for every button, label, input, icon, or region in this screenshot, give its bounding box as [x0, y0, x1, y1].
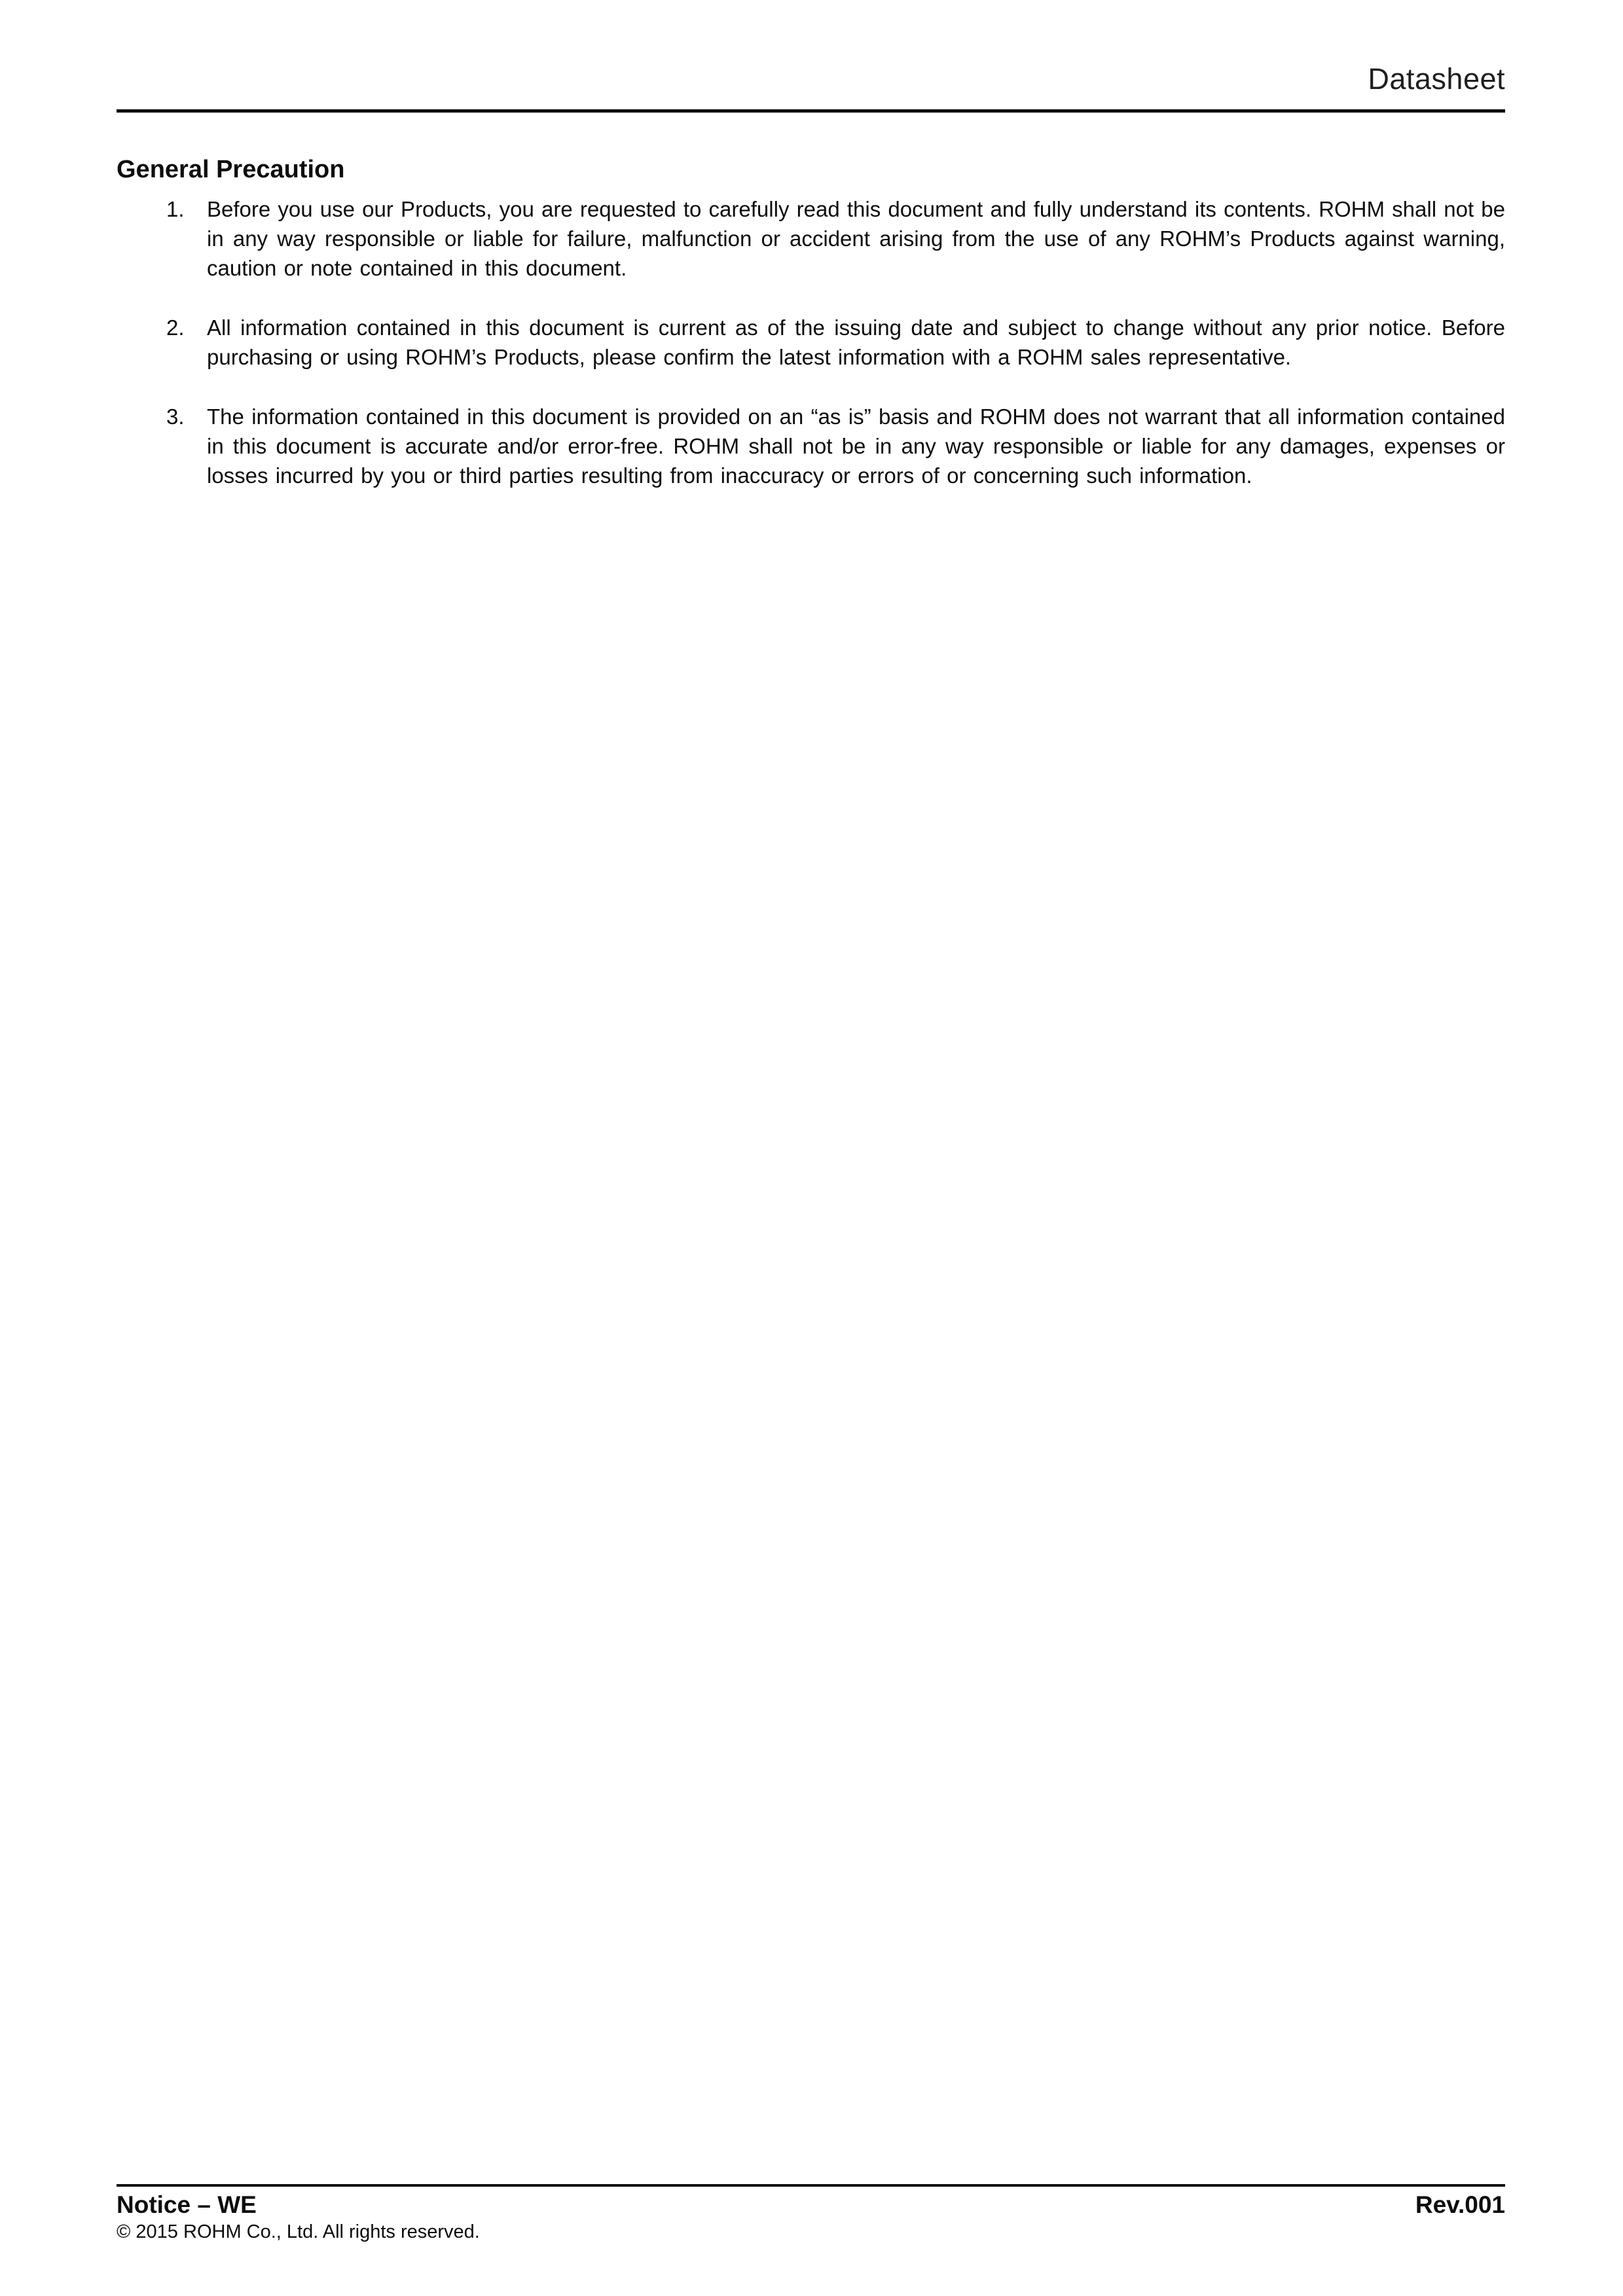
section-heading: General Precaution [117, 156, 345, 183]
precaution-list [117, 194, 1505, 490]
footer-row [117, 2191, 1505, 2219]
footer-divider [117, 2184, 1505, 2187]
list-item-text: The information contained in this document is provided on an “as is” basis and ROHM does not warrant that all information contained in this document is accurate and/or error-free. ROHM shall not be in any way responsible or liable for any damages, expenses or losses incurred by you or third parties resulting from inaccuracy or errors of or concerning such information. [207, 404, 1505, 488]
footer-copyright: © 2015 ROHM Co., Ltd. All rights reserved. [117, 2221, 480, 2242]
list-item [117, 194, 1505, 283]
list-item-number: 3. [166, 404, 185, 429]
list-item-number: 2. [166, 315, 185, 340]
page-title: Datasheet [1368, 62, 1505, 96]
list-item-text: Before you use our Products, you are requested to carefully read this document and fully understand its contents. ROHM shall not be in any way responsible or liable for failure, malfunction or accident arising from the use of any ROHM’s Products against warning, caution or note contained in this document. [207, 197, 1505, 280]
footer-revision: Rev.001 [1415, 2191, 1505, 2218]
page-footer [117, 2191, 1505, 2243]
footer-doc-title: Notice – WE [117, 2191, 257, 2218]
list-item [117, 313, 1505, 372]
main-content [117, 156, 1505, 520]
list-item [117, 402, 1505, 490]
list-item-number: 1. [166, 197, 185, 221]
page-header [117, 0, 1505, 109]
header-divider [117, 109, 1505, 113]
list-item-text: All information contained in this document is current as of the issuing date and subject to change without any prior notice. Before purchasing or using ROHM’s Products, please confirm the latest information with a ROHM sales representative. [207, 315, 1505, 369]
